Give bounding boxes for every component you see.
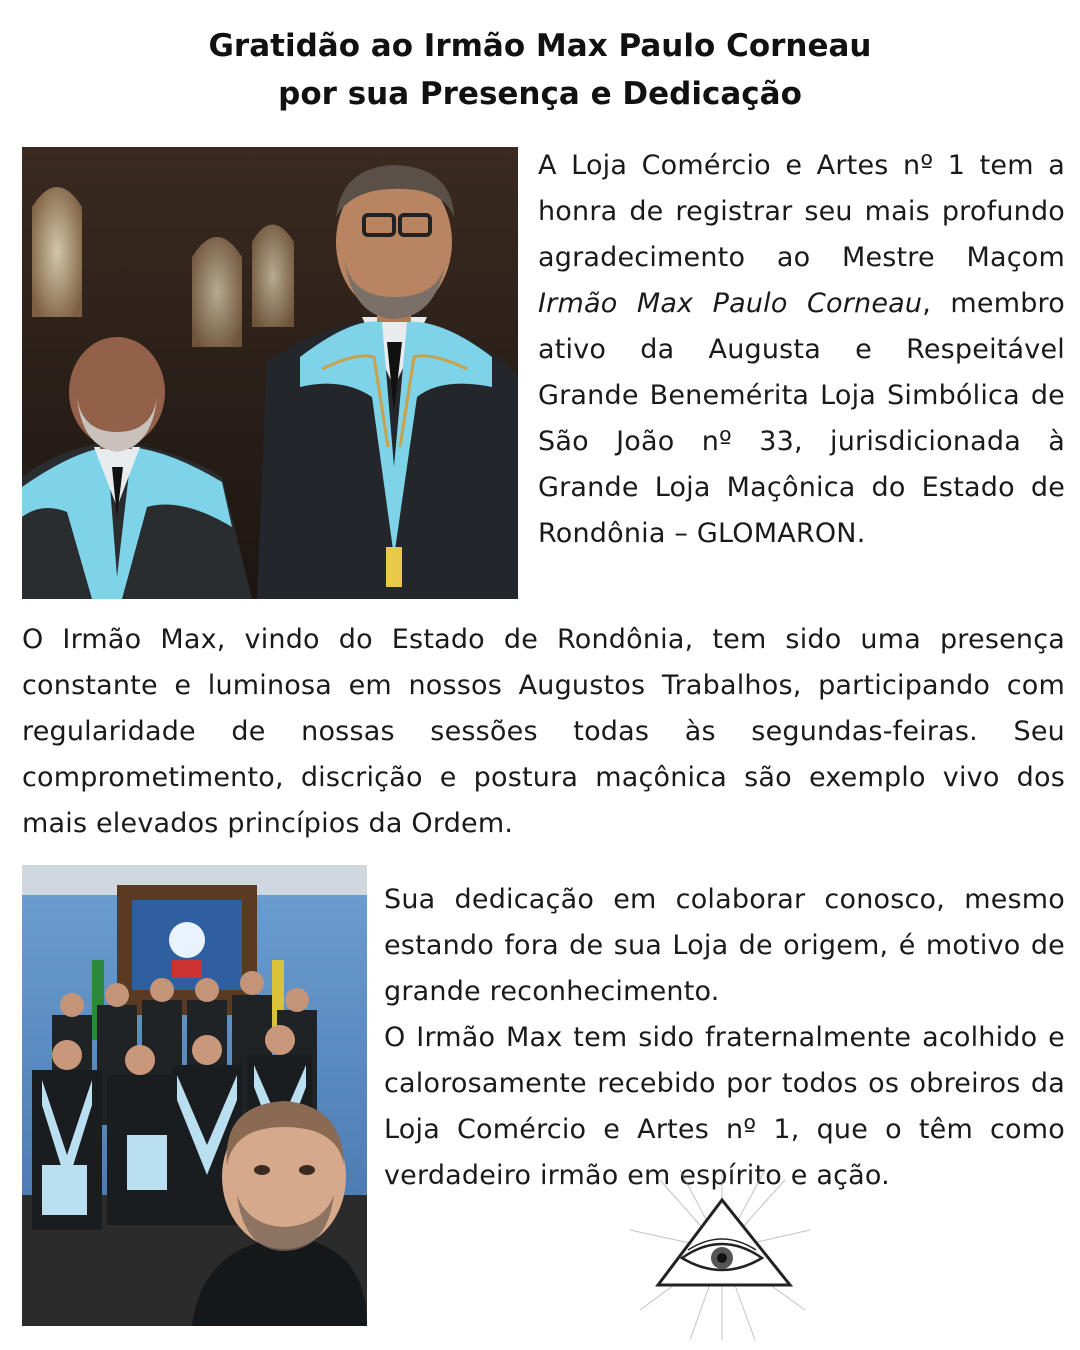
- dedication-paragraph: Sua dedicação em colaborar conosco, mesmo estando fora de sua Loja de origem, é motivo de grande reconhecimento.: [384, 884, 1065, 1007]
- brother-name: Irmão Max Paulo Corneau: [538, 288, 923, 319]
- title-line-2: por sua Presença e Dedicação: [278, 76, 802, 112]
- intro-paragraph: [538, 143, 1065, 557]
- intro-text-end: , membro ativo da Augusta e Respeitável Grande Benemérita Loja Simbólica de São João nº 33, jurisdicionada à Grande Loja Maçônica do Estado de Rondônia – GLOMARON.: [538, 288, 1065, 549]
- two-masons-photo: [22, 147, 518, 599]
- intro-text-start: A Loja Comércio e Artes nº 1 tem a honra de registrar seu mais profundo agradecimento ao Mestre Maçom: [538, 150, 1065, 273]
- all-seeing-eye-icon: [630, 1170, 810, 1340]
- presence-paragraph: O Irmão Max, vindo do Estado de Rondônia, tem sido uma presença constante e luminosa em nossos Augustos Trabalhos, participando com regularidade de nossas sessões todas às segundas-feiras. Seu comprometimento, discrição e postura maçônica são exemplo vivo dos mais elevados princípios da Ordem.: [22, 624, 1065, 839]
- welcome-paragraph: O Irmão Max tem sido fraternalmente acolhido e calorosamente recebido por todos os obreiros da Loja Comércio e Artes nº 1, que o têm como verdadeiro irmão em espírito e ação.: [384, 1022, 1065, 1191]
- page-title: [0, 22, 1080, 118]
- title-line-1: Gratidão ao Irmão Max Paulo Corneau: [208, 28, 872, 64]
- lodge-group-photo: [22, 865, 367, 1326]
